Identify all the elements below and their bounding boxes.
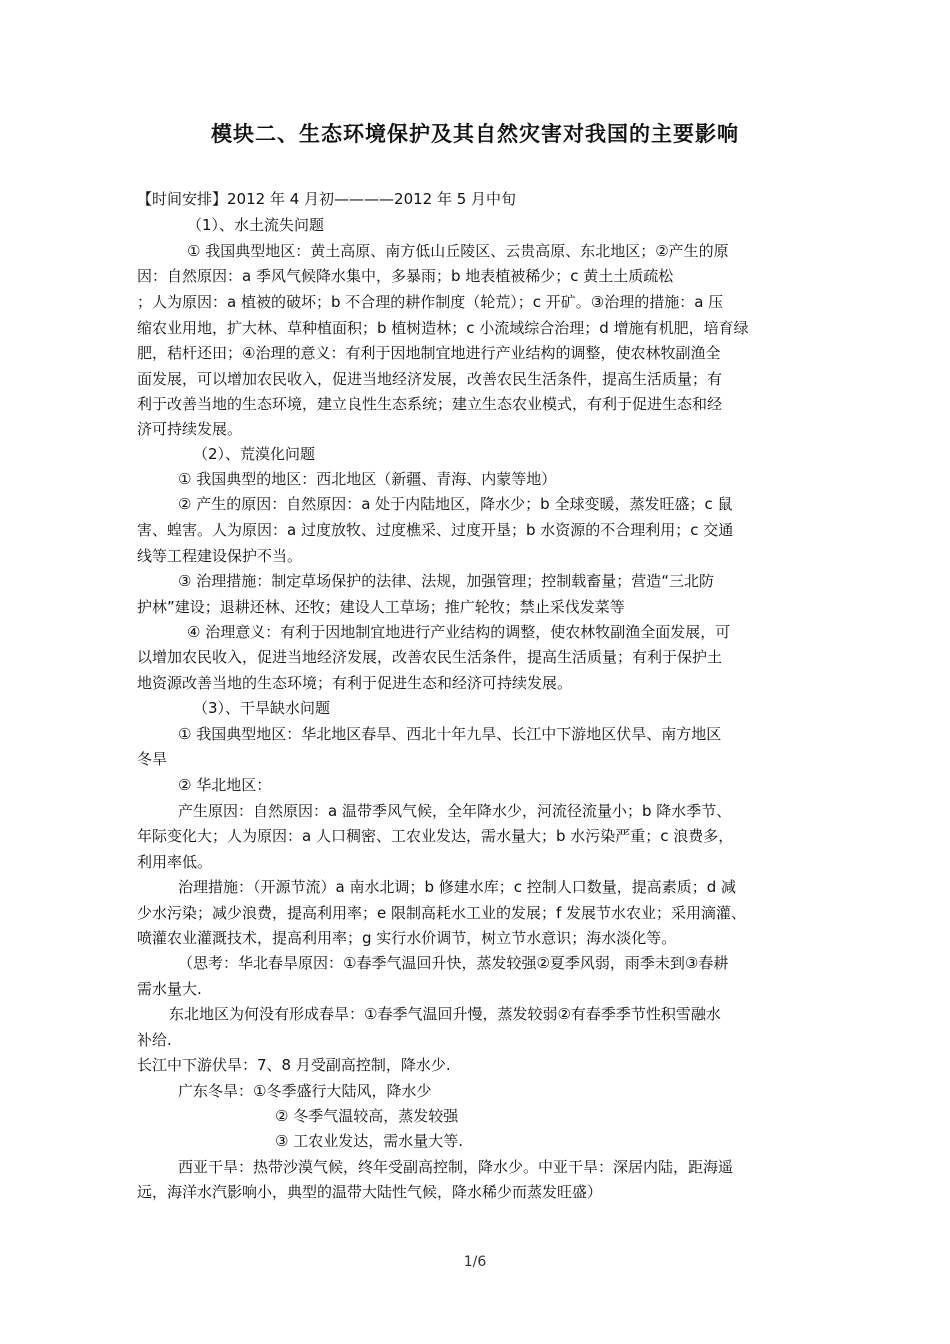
text-line: 利用率低。 [137,853,213,871]
text-line: 冬旱 [137,750,168,768]
text-line: 肥，秸杆还田；④治理的意义：有利于因地制宜地进行产业结构的调整，使农林牧副渔全 [137,344,721,362]
text-line: ④ 治理意义：有利于因地制宜地进行产业结构的调整，使农林牧副渔全面发展，可 [187,623,731,641]
schedule-line: 【时间安排】2012 年 4 月初————2012 年 5 月中旬 [137,190,517,208]
page-number: 1/6 [463,1254,487,1270]
text-line: ① 我国典型地区：华北地区春旱、西北十年九旱、长江中下游地区伏旱、南方地区 [178,725,722,743]
text-line: 补给. [137,1031,172,1049]
text-line: 害、蝗害。人为原因：a 过度放牧、过度樵采、过度开垦；b 水资源的不合理利用；c 交通 [137,521,734,539]
text-line: 年际变化大；人为原因：a 人口稠密、工农业发达，需水量大；b 水污染严重；c 浪费多， [137,827,734,845]
text-line: 产生原因：自然原因：a 温带季风气候，全年降水少，河流径流量小；b 降水季节、 [178,802,732,820]
text-line: 利于改善当地的生态环境，建立良性生态系统；建立生态农业模式，有利于促进生态和经 [137,395,723,413]
text-line: 西亚干旱：热带沙漠气候，终年受副高控制，降水少。中亚干旱：深居内陆，距海遥 [178,1158,734,1176]
text-line: 少水污染；减少浪费，提高利用率；e 限制高耗水工业的发展；f 发展节水农业；采用滴灌、 [137,904,747,922]
text-line: （思考：华北春旱原因：①春季气温回升快，蒸发较强②夏季风弱，雨季未到③春耕 [178,954,729,972]
section-heading-soil-erosion: （1）、水土流失问题 [187,216,325,234]
text-line: 治理措施：（开源节流）a 南水北调；b 修建水库；c 控制人口数量，提高素质；d 减 [178,878,737,896]
text-line: ；人为原因：a 植被的破坏；b 不合理的耕作制度（轮荒）；c 开矿。③治理的措施：a 压 [137,293,724,311]
text-line: 护林”建设；退耕还林、还牧；建设人工草场；推广轮牧；禁止采伐发菜等 [137,598,625,616]
text-line: 长江中下游伏旱：7、8 月受副高控制，降水少. [137,1056,451,1074]
text-line: 喷灌农业灌溉技术，提高利用率；g 实行水价调节，树立节水意识；海水淡化等。 [137,929,677,947]
text-line: 地资源改善当地的生态环境；有利于促进生态和经济可持续发展。 [137,674,573,692]
text-line: ① 我国典型的地区：西北地区（新疆、青海、内蒙等地） [178,470,557,488]
text-line: 面发展，可以增加农民收入，促进当地经济发展，改善农民生活条件，提高生活质量；有 [137,370,723,388]
text-line: 需水量大. [137,980,202,998]
text-line: ② 产生的原因：自然原因：a 处于内陆地区，降水少；b 全球变暖，蒸发旺盛；c 鼠 [178,495,733,513]
document-title: 模块二、生态环境保护及其自然灾害对我国的主要影响 [211,122,739,146]
text-line: ③ 治理措施：制定草场保护的法律、法规，加强管理；控制载畜量；营造“三北防 [178,572,714,590]
text-line: 线等工程建设保护不当。 [137,547,303,565]
text-line: ② 华北地区： [178,776,272,794]
text-line: 东北地区为何没有形成春旱：①春季气温回升慢，蒸发较弱②有春季季节性积雪融水 [169,1005,721,1023]
text-line: 因：自然原因：a 季风气候降水集中，多暴雨；b 地表植被稀少；c 黄土土质疏松 [137,267,674,285]
text-line: ② 冬季气温较高，蒸发较强 [275,1107,459,1125]
text-line: 远，海洋水汽影响小，典型的温带大陆性气候，降水稀少而蒸发旺盛） [137,1183,603,1201]
section-heading-desertification: （2）、荒漠化问题 [193,445,316,463]
text-line: ③ 工农业发达，需水量大等. [275,1132,463,1150]
text-line: 以增加农民收入，促进当地经济发展，改善农民生活条件，提高生活质量；有利于保护土 [137,648,723,666]
text-line: 济可持续发展。 [137,420,243,438]
section-heading-drought: （3）、干旱缺水问题 [193,699,331,717]
text-line: 缩农业用地，扩大林、草种植面积；b 植树造林；c 小流域综合治理；d 增施有机肥，培育绿 [137,319,749,337]
text-line: ① 我国典型地区：黄土高原、南方低山丘陵区、云贵高原、东北地区；②产生的原 [187,242,729,260]
text-line: 广东冬旱：①冬季盛行大陆风，降水少 [178,1082,432,1100]
